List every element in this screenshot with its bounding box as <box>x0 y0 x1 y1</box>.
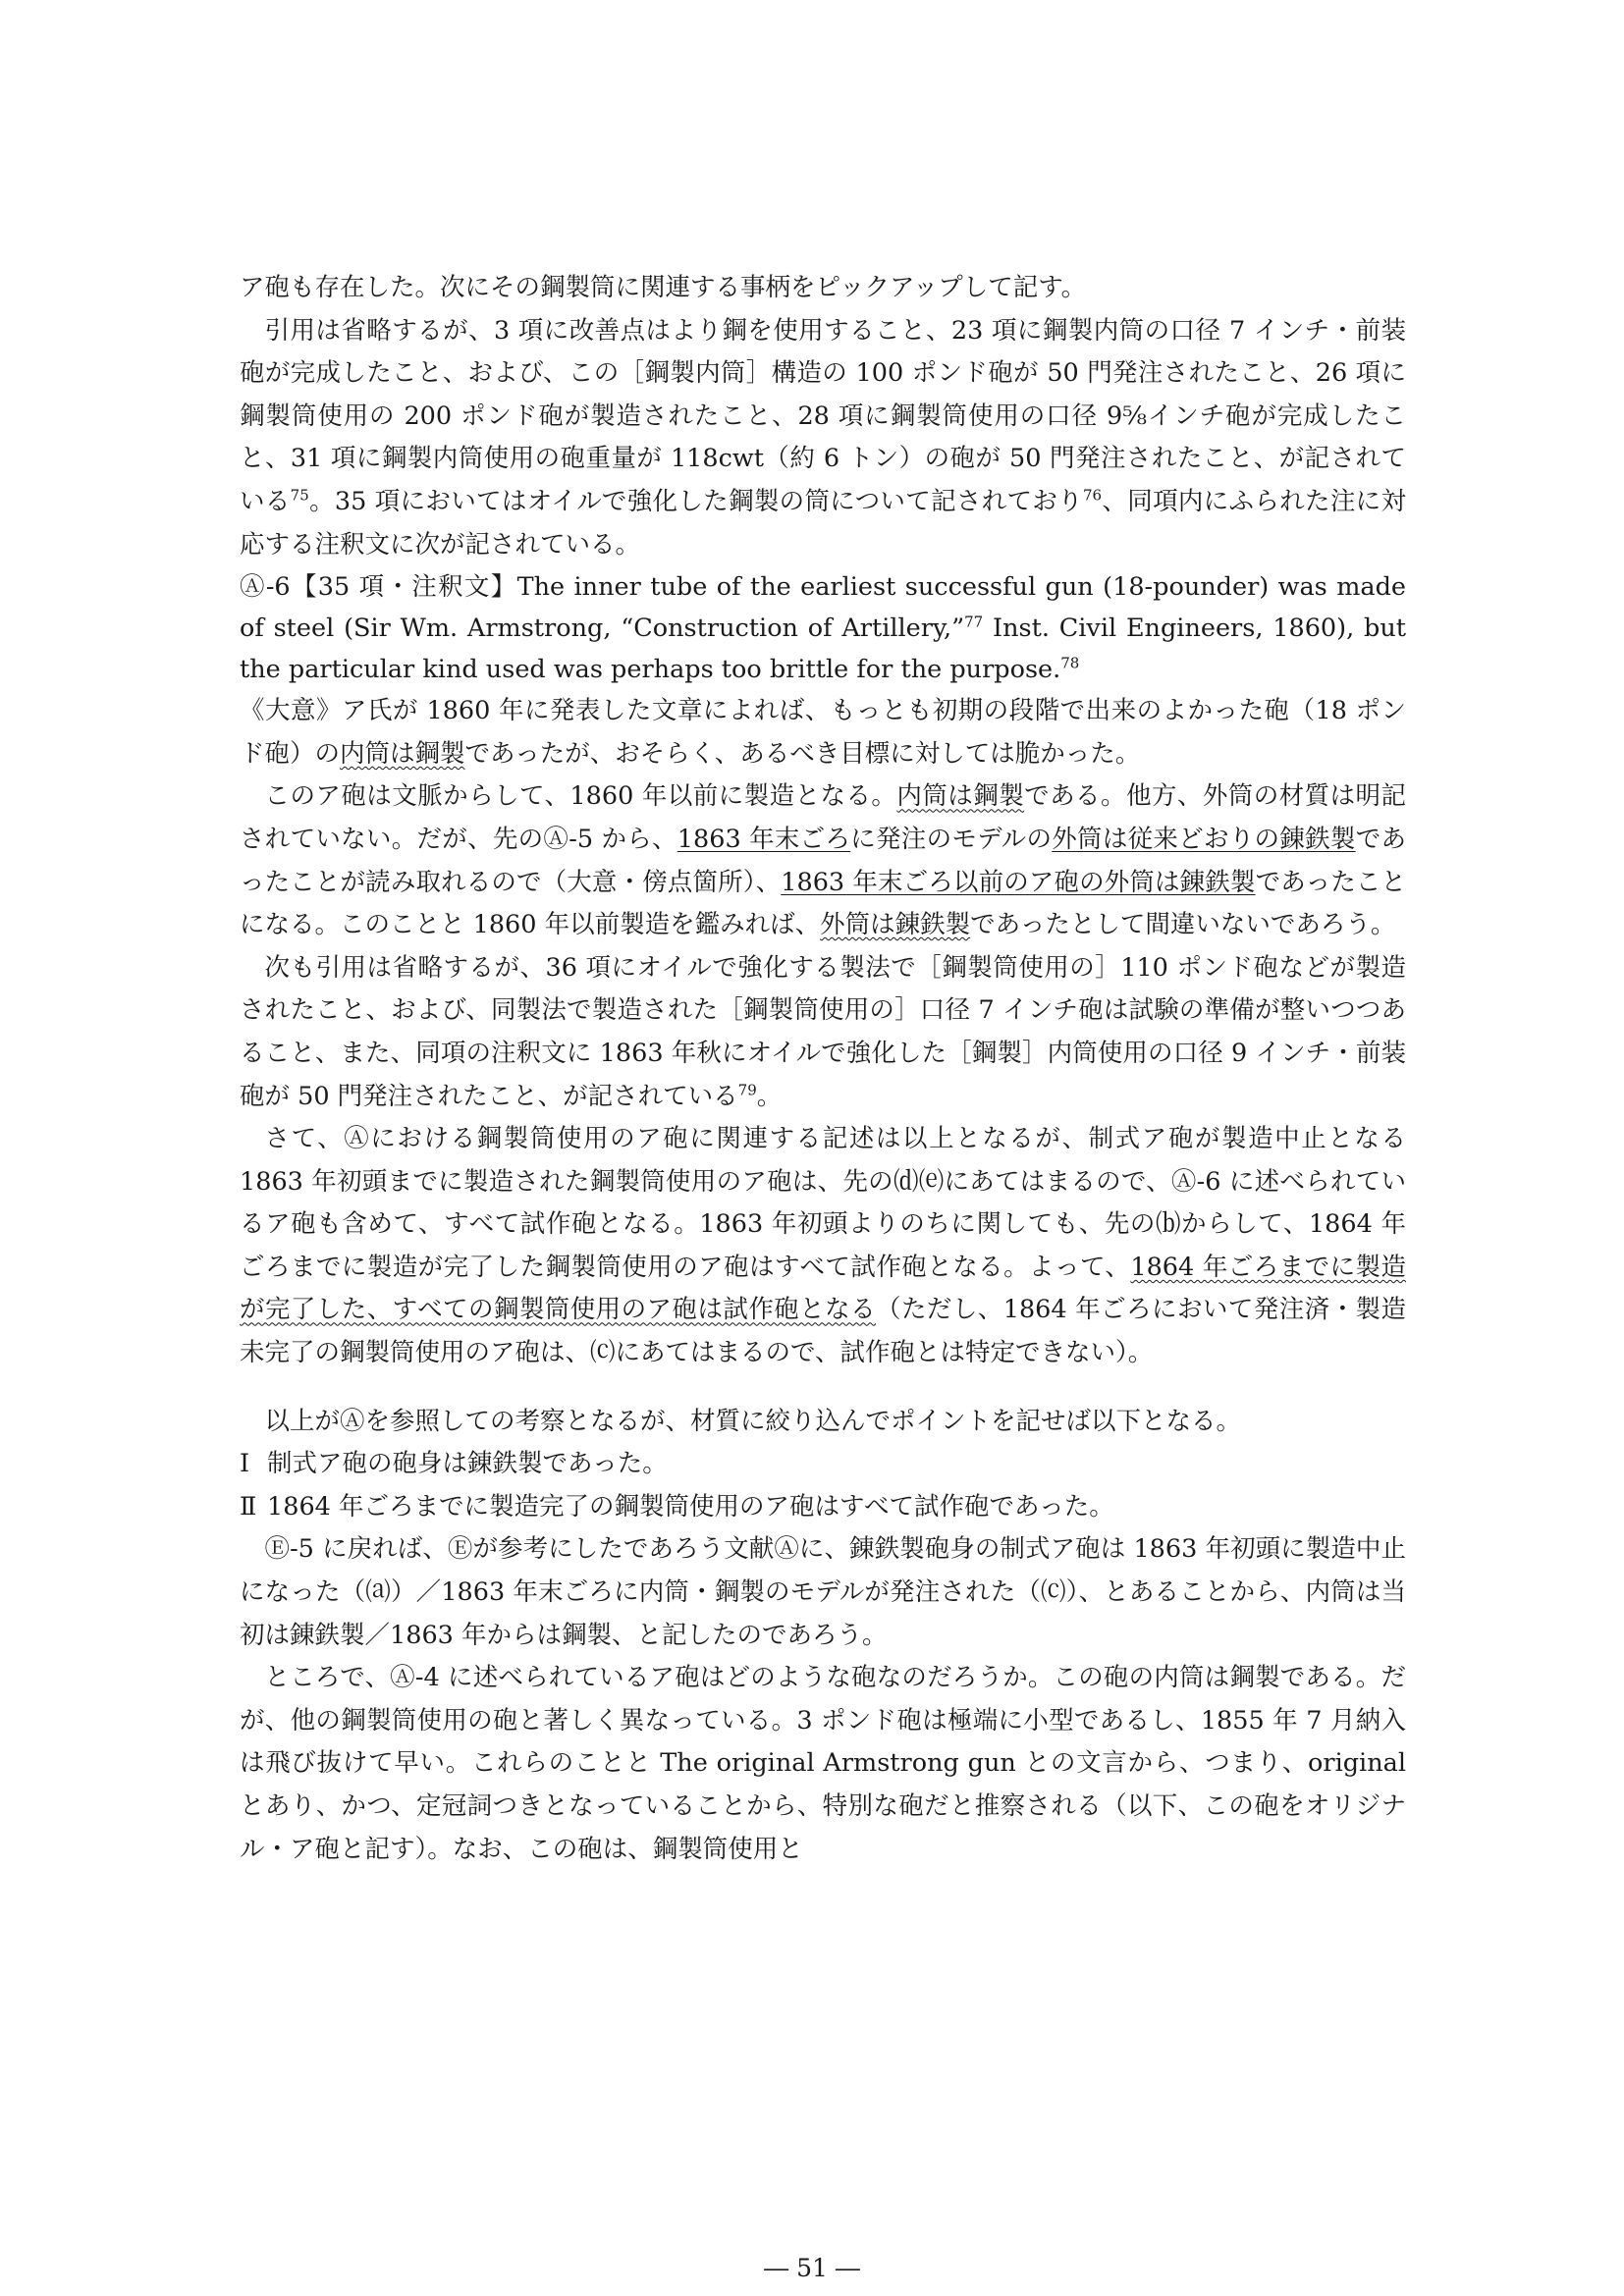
paragraph-text: 《大意》ア氏が 1860 年に発表した文章によれば、もっとも初期の段階で出来のよかった砲（18 ポンド砲）の <box>240 696 1406 769</box>
footnote-ref: 78 <box>1060 654 1080 672</box>
footnote-ref: 77 <box>964 613 984 631</box>
footnote-ref: 79 <box>737 1081 757 1098</box>
block-quote <box>240 566 1406 690</box>
paragraph-text: 。35 項においてはオイルで強化した鋼製の筒について記されており <box>308 486 1084 516</box>
paragraph-text: 。 <box>756 1081 783 1111</box>
paragraph-text: であったが、おそらく、あるべき目標に対しては脆かった。 <box>464 738 1141 769</box>
paragraph-text: （ただし、1864 年ごろにおいて発注済・製造未完了の鋼製筒使用のア砲は、⒞にあてはまるので、試作砲とは特定できない）。 <box>240 1295 1406 1368</box>
emphasis: 外筒は従来どおりの錬鉄製 <box>1052 824 1356 854</box>
emphasis: 外筒は錬鉄製 <box>820 910 971 940</box>
quote-text: Inst. Civil Engineers, 1860), but the particular kind used was perhaps too brittle for the purpose. <box>240 614 1406 685</box>
list-text: 制式ア砲の砲身は錬鉄製であった。 <box>267 1449 668 1479</box>
quote-text: The inner tube of the earliest successful gun (18-pounder) was made of steel (Sir Wm. Armstrong, “Construction of Artillery,” <box>240 572 1406 644</box>
emphasis: 内筒は鋼製 <box>896 781 1025 812</box>
paragraph <box>240 1528 1406 1657</box>
list-item <box>240 1443 1406 1486</box>
paragraph-text: さて、Ⓐにおける鋼製筒使用のア砲に関連する記述は以上となるが、制式ア砲が製造中止となる 1863 年初頭までに製造された鋼製筒使用のア砲は、先の⒟⒠にあてはまるので、Ⓐ-6 に述べられているア砲も含めて、すべて試作砲となる。1863 年初頭よりのちに関しても、先の⒝からして、1864 年ごろまでに製造が完了した鋼製筒使用のア砲はすべて試作砲となる。よって、 <box>240 1124 1406 1282</box>
quote-label: Ⓐ-6【35 項・注釈文】 <box>240 572 517 603</box>
paragraph-text: ところで、Ⓐ-4 に述べられているア砲はどのような砲なのだろうか。この砲の内筒は鋼製である。だが、他の鋼製筒使用の砲と著しく異なっている。3 ポンド砲は極端に小型であるし、1855 年 7 月納入は飛び抜けて早い。これらのことと The original Armstrong gun との文言から、つまり、original とあり、かつ、定冠詞つきとなっていることから、特別な砲だと推察される（以下、この砲をオリジナル・ア砲と記す）。なお、この砲は、鋼製筒使用と <box>240 1663 1406 1864</box>
translation-summary <box>240 690 1406 775</box>
paragraph-text: 引用は省略するが、3 項に改善点はより鋼を使用すること、23 項に鋼製内筒の口径 7 インチ・前装砲が完成したこと、および、この［鋼製内筒］構造の 100 ポンド砲が 50 門発注されたこと、26 項に鋼製筒使用の 200 ポンド砲が製造されたこと、28 項に鋼製筒使用の口径 9⅝インチ砲が完成したこと、31 項に鋼製内筒使用の砲重量が 118cwt（約 6 トン）の砲が 50 門発注されたこと、が記されている <box>240 315 1406 516</box>
list-item <box>240 1486 1406 1529</box>
paragraph-text: であったことが読み取れるので（大意・傍点箇所）、 <box>240 824 1406 897</box>
paragraph-text: である。他方、外筒の材質は明記されていない。だが、先のⒶ-5 から、 <box>240 781 1406 854</box>
emphasis: 1863 年末ごろ以前のア砲の外筒は錬鉄製 <box>781 867 1256 897</box>
page-number: ― 51 ― <box>764 2254 860 2282</box>
paragraph-text: 以上がⒶを参照しての考察となるが、材質に絞り込んでポイントを記せば以下となる。 <box>264 1406 1242 1436</box>
paragraph-text: Ⓔ-5 に戻れば、Ⓔが参考にしたであろう文献Ⓐに、錬鉄製砲身の制式ア砲は 1863 年初頭に製造中止になった（⒜）／1863 年末ごろに内筒・鋼製のモデルが発注された（⒞）、とあることから、内筒は当初は錬鉄製／1863 年からは鋼製、と記したのであろう。 <box>240 1534 1406 1650</box>
paragraph-text: 次も引用は省略するが、36 項にオイルで強化する製法で［鋼製筒使用の］110 ポンド砲などが製造されたこと、および、同製法で製造された［鋼製筒使用の］口径 7 インチ砲は試験の準備が整いつつあること、また、同項の注釈文に 1863 年秋にオイルで強化した［鋼製］内筒使用の口径 9 インチ・前装砲が 50 門発注されたこと、が記されている <box>240 952 1406 1111</box>
footnote-ref: 76 <box>1083 486 1103 505</box>
paragraph-text: 、同項内にふられた注に対応する注釈文に次が記されている。 <box>240 486 1406 560</box>
list-number: Ⅰ <box>240 1449 250 1479</box>
paragraph <box>240 1118 1406 1375</box>
paragraph-text: であったとして間違いないであろう。 <box>970 910 1396 940</box>
emphasis: 内筒は鋼製 <box>340 738 465 769</box>
paragraph <box>240 1657 1406 1871</box>
paragraph-text: に発注のモデルの <box>850 824 1053 854</box>
footnote-ref: 75 <box>290 486 309 505</box>
paragraph-text: このア砲は文脈からして、1860 年以前に製造となる。 <box>264 781 897 812</box>
paragraph <box>240 310 1406 567</box>
emphasis: 1863 年末ごろ <box>677 824 851 854</box>
paragraph <box>240 947 1406 1118</box>
list-text: 1864 年ごろまでに製造完了の鋼製筒使用のア砲はすべて試作砲であった。 <box>267 1491 1114 1522</box>
list-number: Ⅱ <box>240 1491 257 1522</box>
emphasis: 1864 年ごろまでに製造が完了した、すべての鋼製筒使用のア砲は試作砲となる <box>240 1252 1406 1325</box>
paragraph <box>240 775 1406 946</box>
paragraph-text: ア砲も存在した。次にその鋼製筒に関連する事柄をピックアップして記す。 <box>240 273 1087 302</box>
page-body <box>240 267 1406 1871</box>
paragraph <box>240 1401 1406 1444</box>
paragraph-text: であったことになる。このことと 1860 年以前製造を鑑みれば、 <box>240 867 1406 940</box>
paragraph <box>240 267 1406 310</box>
